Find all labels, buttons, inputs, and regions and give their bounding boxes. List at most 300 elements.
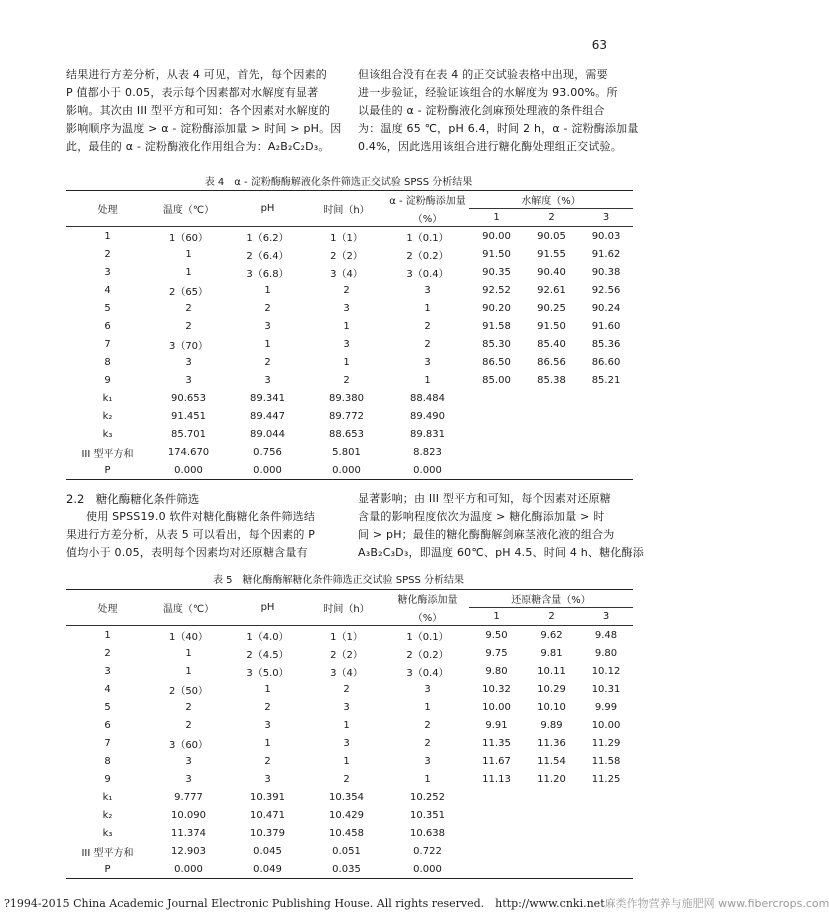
cell-treatment: 6 (104, 719, 111, 731)
text-line: 结果进行方差分析，从表 4 可见，首先，每个因素的 (66, 68, 327, 81)
cell-rep-3: 92.56 (591, 284, 621, 296)
cell-rep-2: 10.29 (537, 683, 566, 695)
cell-ph: 1（6.2） (228, 227, 307, 246)
stats-row (66, 824, 633, 842)
cell-empty (469, 860, 524, 879)
cell-treatment: k₂ (102, 410, 113, 422)
cell-enzyme: 0.000 (386, 860, 469, 879)
header-enzyme-unit: （%） (412, 213, 443, 225)
cell-enzyme: 1 (424, 302, 431, 314)
text-line: P 值都小于 0.05，表示每个因素都对水解度有显著 (66, 86, 319, 99)
cell-rep-1: 86.50 (482, 356, 511, 368)
cell-rep-2: 90.25 (537, 302, 566, 314)
header-time: 时间（h） (307, 191, 386, 227)
cell-ph: 0.045 (253, 845, 282, 857)
cell-treatment: k₁ (102, 791, 113, 803)
cell-rep-1: 90.20 (482, 302, 511, 314)
cell-rep-3: 90.24 (591, 302, 621, 314)
text-line: 含量的影响程度依次为温度 > 糖化酶添加量 > 时 (358, 510, 605, 523)
header-rep-1: 1 (493, 212, 500, 223)
cell-rep-1: 90.35 (482, 266, 511, 278)
cell-empty (579, 842, 633, 860)
header-temperature: 温度（℃） (149, 590, 228, 626)
cell-rep-3: 85.36 (591, 338, 621, 350)
text-line: 间 > pH；最佳的糖化酶酶解剑麻茎液化液的组合为 (358, 528, 615, 541)
cell-ph: 2（4.5） (246, 649, 289, 661)
header-ph: pH (228, 191, 307, 227)
cell-ph: 3（6.8） (246, 268, 289, 280)
header-rep-3: 3 (602, 212, 610, 223)
cell-time: 0.051 (332, 845, 361, 857)
header-treatment: 处理 (66, 191, 149, 227)
cell-empty (524, 842, 579, 860)
cell-treatment: III 型平方和 (81, 847, 134, 859)
cell-rep-1: 10.00 (482, 701, 511, 713)
cell-rep-2: 9.81 (540, 647, 563, 659)
cell-treatment: 7 (104, 737, 111, 749)
header-treatment: 处理 (66, 590, 149, 626)
cell-rep-2: 11.36 (537, 737, 566, 749)
cell-rep-2: 9.89 (540, 719, 563, 731)
cell-rep-3: 11.58 (591, 755, 621, 767)
text-line: 影响顺序为温度 > α - 淀粉酶添加量 > 时间 > pH。因 (66, 122, 342, 135)
cell-time: 1（1） (307, 626, 386, 645)
cell-enzyme: 2（0.2） (406, 250, 449, 262)
cell-ph: 2 (264, 356, 271, 368)
cell-rep-3: 91.62 (591, 248, 621, 260)
cell-rep-2: 11.20 (537, 773, 566, 785)
cell-rep-2: 90.40 (537, 266, 566, 278)
cell-enzyme: 2 (424, 737, 431, 749)
cell-treatment: k₃ (102, 827, 113, 839)
cell-ph: 3 (264, 320, 271, 332)
cell-empty (579, 806, 633, 824)
cell-treatment: III 型平方和 (81, 448, 134, 460)
cell-ph: 10.379 (250, 827, 285, 839)
cell-enzyme: 3（0.4） (406, 268, 449, 280)
cell-rep-1: 11.35 (482, 737, 511, 749)
cell-ph: 3（5.0） (246, 667, 289, 679)
cell-ph: 0.049 (228, 860, 307, 879)
cell-treatment: 3 (104, 665, 111, 677)
cell-temperature: 3 (185, 374, 192, 386)
cell-temperature: 0.000 (149, 461, 228, 480)
cell-rep-2: 85.38 (537, 374, 566, 386)
cell-treatment: P (66, 860, 149, 879)
cell-enzyme: 3（0.4） (406, 667, 449, 679)
header-temperature: 温度（℃） (149, 191, 228, 227)
text-line: 使用 SPSS19.0 软件对糖化酶糖化条件筛选结 (86, 510, 316, 523)
cell-temperature: 3 (185, 755, 192, 767)
header-ph: pH (228, 590, 307, 626)
cell-treatment: P (66, 461, 149, 480)
cell-time: 1 (343, 755, 350, 767)
cell-time: 5.801 (332, 446, 361, 458)
cell-time: 2 (343, 683, 350, 695)
cell-enzyme: 1 (424, 701, 431, 713)
table-row (66, 335, 633, 353)
table-row (66, 353, 633, 371)
text-line: A₃B₂C₃D₃，即温度 60℃、pH 4.5、时间 4 h、糖化酶添 (358, 546, 644, 559)
text-line: 果进行方差分析，从表 5 可以看出，每个因素的 P (66, 528, 316, 541)
cell-rep-2: 10.10 (537, 701, 566, 713)
cell-time: 89.772 (329, 410, 364, 422)
cell-empty (579, 461, 633, 480)
cell-temperature: 2 (185, 719, 192, 731)
cell-time: 1（1） (307, 227, 386, 246)
header-time: 时间（h） (307, 590, 386, 626)
cell-rep-1: 10.32 (482, 683, 511, 695)
cell-treatment: k₁ (102, 392, 113, 404)
cell-time: 10.429 (329, 809, 364, 821)
cell-empty (579, 389, 633, 407)
cell-temperature: 174.670 (167, 446, 210, 458)
cell-time: 3 (343, 737, 350, 749)
cell-rep-2: 91.55 (537, 248, 566, 260)
cell-enzyme: 88.484 (410, 392, 445, 404)
cell-temperature: 2 (185, 701, 192, 713)
header-reducing-sugar: 还原糖含量（%） (469, 590, 633, 608)
cell-empty (469, 461, 524, 480)
cell-temperature: 2 (185, 320, 192, 332)
cell-rep-1: 9.75 (485, 647, 508, 659)
cell-rep-2: 10.11 (537, 665, 566, 677)
cell-treatment: 1 (66, 227, 149, 246)
cell-ph: 1 (264, 338, 271, 350)
cell-time: 3 (343, 338, 350, 350)
cell-time: 2（2） (330, 250, 363, 262)
cell-ph: 89.044 (250, 428, 285, 440)
cell-empty (579, 824, 633, 842)
cell-rep-1: 91.58 (482, 320, 511, 332)
cell-temperature: 3（60） (168, 739, 209, 751)
cell-rep-1: 9.91 (485, 719, 508, 731)
cell-enzyme: 89.831 (410, 428, 445, 440)
cell-rep-3: 9.80 (594, 647, 618, 659)
cell-temperature: 1 (185, 248, 192, 260)
header-rep-1: 1 (493, 611, 500, 622)
cell-empty (579, 860, 633, 879)
cell-rep-2: 85.40 (537, 338, 566, 350)
cell-empty (469, 806, 524, 824)
cell-rep-3: 11.25 (591, 773, 621, 785)
cell-rep-1: 92.52 (482, 284, 511, 296)
cell-rep-2: 9.62 (524, 626, 579, 645)
cell-treatment: 4 (104, 683, 111, 695)
cell-temperature: 85.701 (171, 428, 206, 440)
cell-ph: 3 (264, 773, 271, 785)
table-row (66, 644, 633, 662)
table-row (66, 263, 633, 281)
text-line: 影响。其次由 III 型平方和可知：各个因素对水解度的 (66, 104, 331, 117)
cell-enzyme: 10.638 (410, 827, 445, 839)
cell-temperature: 10.090 (171, 809, 206, 821)
cell-temperature: 2 (185, 302, 192, 314)
cell-rep-2: 91.50 (537, 320, 566, 332)
cell-temperature: 2（65） (168, 286, 209, 298)
cell-empty (524, 443, 579, 461)
watermark-text: 麻类作物营养与施肥网 www.fibercrops.com (604, 897, 829, 910)
header-rep-3: 3 (602, 611, 610, 622)
table-row (66, 716, 633, 734)
cell-rep-1: 85.30 (482, 338, 511, 350)
cell-rep-3: 10.00 (591, 719, 621, 731)
cell-empty (469, 788, 524, 806)
cell-ph: 2 (264, 302, 271, 314)
cell-rep-1: 9.50 (469, 626, 524, 645)
cell-rep-2: 90.05 (524, 227, 579, 246)
cell-time: 0.035 (307, 860, 386, 879)
cell-treatment: 6 (104, 320, 111, 332)
cell-enzyme: 1（0.1） (386, 227, 469, 246)
table-row (66, 299, 633, 317)
cell-rep-1: 90.00 (469, 227, 524, 246)
cell-time: 2 (343, 284, 350, 296)
footer-copyright (4, 895, 829, 911)
cell-treatment: 8 (104, 356, 111, 368)
cell-enzyme: 2（0.2） (406, 649, 449, 661)
header-hydrolysis: 水解度（%） (469, 191, 633, 209)
table-row (66, 626, 633, 645)
cell-time: 89.380 (329, 392, 364, 404)
cell-enzyme: 10.351 (410, 809, 445, 821)
paragraph-1-left (66, 66, 342, 156)
header-enzyme-unit: （%） (412, 612, 443, 624)
cell-empty (524, 806, 579, 824)
header-enzyme: 糖化酶添加量 (386, 590, 469, 608)
paragraph-2-left (66, 508, 342, 562)
cell-time: 3（4） (330, 268, 363, 280)
text-line: 以最佳的 α - 淀粉酶液化剑麻预处理液的条件组合 (358, 104, 605, 117)
cell-empty (524, 788, 579, 806)
section-heading-2-2: 2.2 糖化酶糖化条件筛选 (66, 492, 200, 506)
table-row (66, 371, 633, 389)
cell-temperature: 1（40） (149, 626, 228, 645)
cell-rep-3: 11.29 (591, 737, 621, 749)
cell-enzyme: 2 (424, 320, 431, 332)
paragraph-1-right (358, 66, 639, 156)
cell-time: 88.653 (329, 428, 364, 440)
cell-ph: 2 (264, 701, 271, 713)
cell-rep-3: 9.48 (579, 626, 633, 645)
stats-row (66, 806, 633, 824)
cell-temperature: 11.374 (171, 827, 206, 839)
cell-treatment: k₃ (102, 428, 113, 440)
text-line: 此，最佳的 α - 淀粉酶液化作用组合为：A₂B₂C₂D₃。 (66, 140, 330, 153)
header-enzyme: α - 淀粉酶添加量 (386, 191, 469, 209)
cell-treatment: 8 (104, 755, 111, 767)
stats-row (66, 842, 633, 860)
cell-rep-1: 11.67 (482, 755, 511, 767)
cell-treatment: 2 (104, 248, 111, 260)
header-rep-2: 2 (548, 611, 555, 622)
cell-time: 2（2） (330, 649, 363, 661)
cell-temperature: 0.000 (149, 860, 228, 879)
cell-ph: 1 (264, 683, 271, 695)
cell-enzyme: 2 (424, 338, 431, 350)
cell-temperature: 3 (185, 356, 192, 368)
cell-treatment: 9 (104, 374, 111, 386)
copyright-text: ?1994-2015 China Academic Journal Electronic Publishing House. All rights reserved. http://www.cnki.net (4, 897, 605, 910)
table-4 (66, 190, 633, 480)
text-line: 但该组合没有在表 4 的正交试验表格中出现，需要 (358, 68, 608, 81)
cell-rep-3: 10.31 (591, 683, 621, 695)
cell-empty (469, 425, 524, 443)
cell-rep-2: 92.61 (537, 284, 566, 296)
cell-ph: 2 (264, 755, 271, 767)
table-row (66, 227, 633, 246)
cell-ph: 2（6.4） (246, 250, 289, 262)
cell-rep-3: 85.21 (591, 374, 621, 386)
cell-rep-3: 90.38 (591, 266, 621, 278)
cell-time: 0.000 (307, 461, 386, 480)
stats-row (66, 788, 633, 806)
cell-empty (469, 842, 524, 860)
text-line: 为：温度 65 ℃，pH 6.4，时间 2 h，α - 淀粉酶添加量 (358, 122, 639, 135)
cell-temperature: 1 (185, 647, 192, 659)
cell-enzyme: 1（0.1） (386, 626, 469, 645)
cell-enzyme: 3 (424, 356, 431, 368)
cell-temperature: 1 (185, 665, 192, 677)
cell-temperature: 12.903 (171, 845, 206, 857)
cell-temperature: 3（70） (168, 340, 209, 352)
cell-ph: 89.341 (250, 392, 285, 404)
cell-rep-1: 85.00 (482, 374, 511, 386)
table-row (66, 698, 633, 716)
table-row (66, 680, 633, 698)
cell-empty (579, 443, 633, 461)
cell-time: 10.354 (329, 791, 364, 803)
cell-empty (579, 407, 633, 425)
cell-rep-1: 11.13 (482, 773, 511, 785)
cell-rep-2: 11.54 (537, 755, 566, 767)
cell-temperature: 1（60） (149, 227, 228, 246)
cell-time: 2 (343, 374, 350, 386)
table-row (66, 752, 633, 770)
cell-treatment: 2 (104, 647, 111, 659)
cell-enzyme: 3 (424, 284, 431, 296)
cell-rep-3: 9.99 (594, 701, 618, 713)
stats-row (66, 461, 633, 480)
cell-enzyme: 3 (424, 755, 431, 767)
cell-enzyme: 3 (424, 683, 431, 695)
cell-ph: 10.471 (250, 809, 285, 821)
page-number: 63 (591, 38, 607, 52)
table-4-body (66, 227, 633, 480)
cell-temperature: 91.451 (171, 410, 206, 422)
cell-time: 3 (343, 701, 350, 713)
text-line: 显著影响；由 III 型平方和可知，每个因素对还原糖 (358, 492, 611, 505)
cell-enzyme: 1 (424, 374, 431, 386)
cell-treatment: 1 (66, 626, 149, 645)
cell-empty (524, 824, 579, 842)
cell-empty (579, 425, 633, 443)
cell-empty (469, 407, 524, 425)
cell-rep-3: 91.60 (591, 320, 621, 332)
cell-treatment: 9 (104, 773, 111, 785)
stats-row (66, 443, 633, 461)
cell-enzyme: 10.252 (410, 791, 445, 803)
table-row (66, 245, 633, 263)
cell-temperature: 2（50） (168, 685, 209, 697)
cell-time: 2 (343, 773, 350, 785)
cell-treatment: 7 (104, 338, 111, 350)
table-5-body (66, 626, 633, 879)
table-4-caption: 表 4 α - 淀粉酶酶解液化条件筛选正交试验 SPSS 分析结果 (204, 177, 473, 188)
table-row (66, 662, 633, 680)
cell-empty (469, 389, 524, 407)
cell-rep-3: 10.12 (591, 665, 621, 677)
cell-empty (579, 788, 633, 806)
stats-row (66, 860, 633, 879)
cell-treatment: 4 (104, 284, 111, 296)
stats-row (66, 425, 633, 443)
cell-empty (469, 443, 524, 461)
stats-row (66, 407, 633, 425)
table-5 (66, 589, 633, 879)
cell-rep-3: 90.03 (579, 227, 633, 246)
cell-rep-1: 9.80 (485, 665, 508, 677)
text-line: 进一步验证，经验证该组合的水解度为 93.00%。所 (358, 86, 618, 99)
paragraph-2-right (358, 490, 644, 562)
cell-time: 3 (343, 302, 350, 314)
stats-row (66, 389, 633, 407)
cell-treatment: 5 (104, 302, 111, 314)
cell-empty (524, 425, 579, 443)
cell-rep-3: 86.60 (591, 356, 621, 368)
table-row (66, 770, 633, 788)
cell-ph: 10.391 (250, 791, 285, 803)
cell-temperature: 1 (185, 266, 192, 278)
text-line: 值均小于 0.05，表明每个因素均对还原糖含量有 (66, 546, 308, 559)
table-row (66, 317, 633, 335)
table-5-caption: 表 5 糖化酶酶解糖化条件筛选正交试验 SPSS 分析结果 (213, 575, 464, 586)
cell-enzyme: 89.490 (410, 410, 445, 422)
header-rep-2: 2 (548, 212, 555, 223)
cell-rep-1: 91.50 (482, 248, 511, 260)
cell-empty (524, 407, 579, 425)
cell-ph: 3 (264, 719, 271, 731)
cell-time: 1 (343, 719, 350, 731)
cell-enzyme: 0.722 (413, 845, 442, 857)
cell-ph: 89.447 (250, 410, 285, 422)
cell-ph: 1（4.0） (228, 626, 307, 645)
cell-enzyme: 2 (424, 719, 431, 731)
cell-ph: 1 (264, 284, 271, 296)
cell-enzyme: 1 (424, 773, 431, 785)
cell-treatment: 3 (104, 266, 111, 278)
cell-time: 3（4） (330, 667, 363, 679)
cell-time: 10.458 (329, 827, 364, 839)
cell-temperature: 3 (185, 773, 192, 785)
cell-time: 1 (343, 320, 350, 332)
cell-empty (524, 389, 579, 407)
cell-treatment: k₂ (102, 809, 113, 821)
cell-empty (469, 824, 524, 842)
cell-temperature: 9.777 (174, 791, 203, 803)
cell-ph: 1 (264, 737, 271, 749)
table-row (66, 281, 633, 299)
cell-enzyme: 8.823 (413, 446, 442, 458)
cell-treatment: 5 (104, 701, 111, 713)
text-line: 0.4%，因此选用该组合进行糖化酶处理组正交试验。 (358, 140, 622, 153)
cell-enzyme: 0.000 (386, 461, 469, 480)
cell-temperature: 90.653 (171, 392, 206, 404)
cell-ph: 3 (264, 374, 271, 386)
cell-empty (524, 461, 579, 480)
table-row (66, 734, 633, 752)
cell-time: 1 (343, 356, 350, 368)
